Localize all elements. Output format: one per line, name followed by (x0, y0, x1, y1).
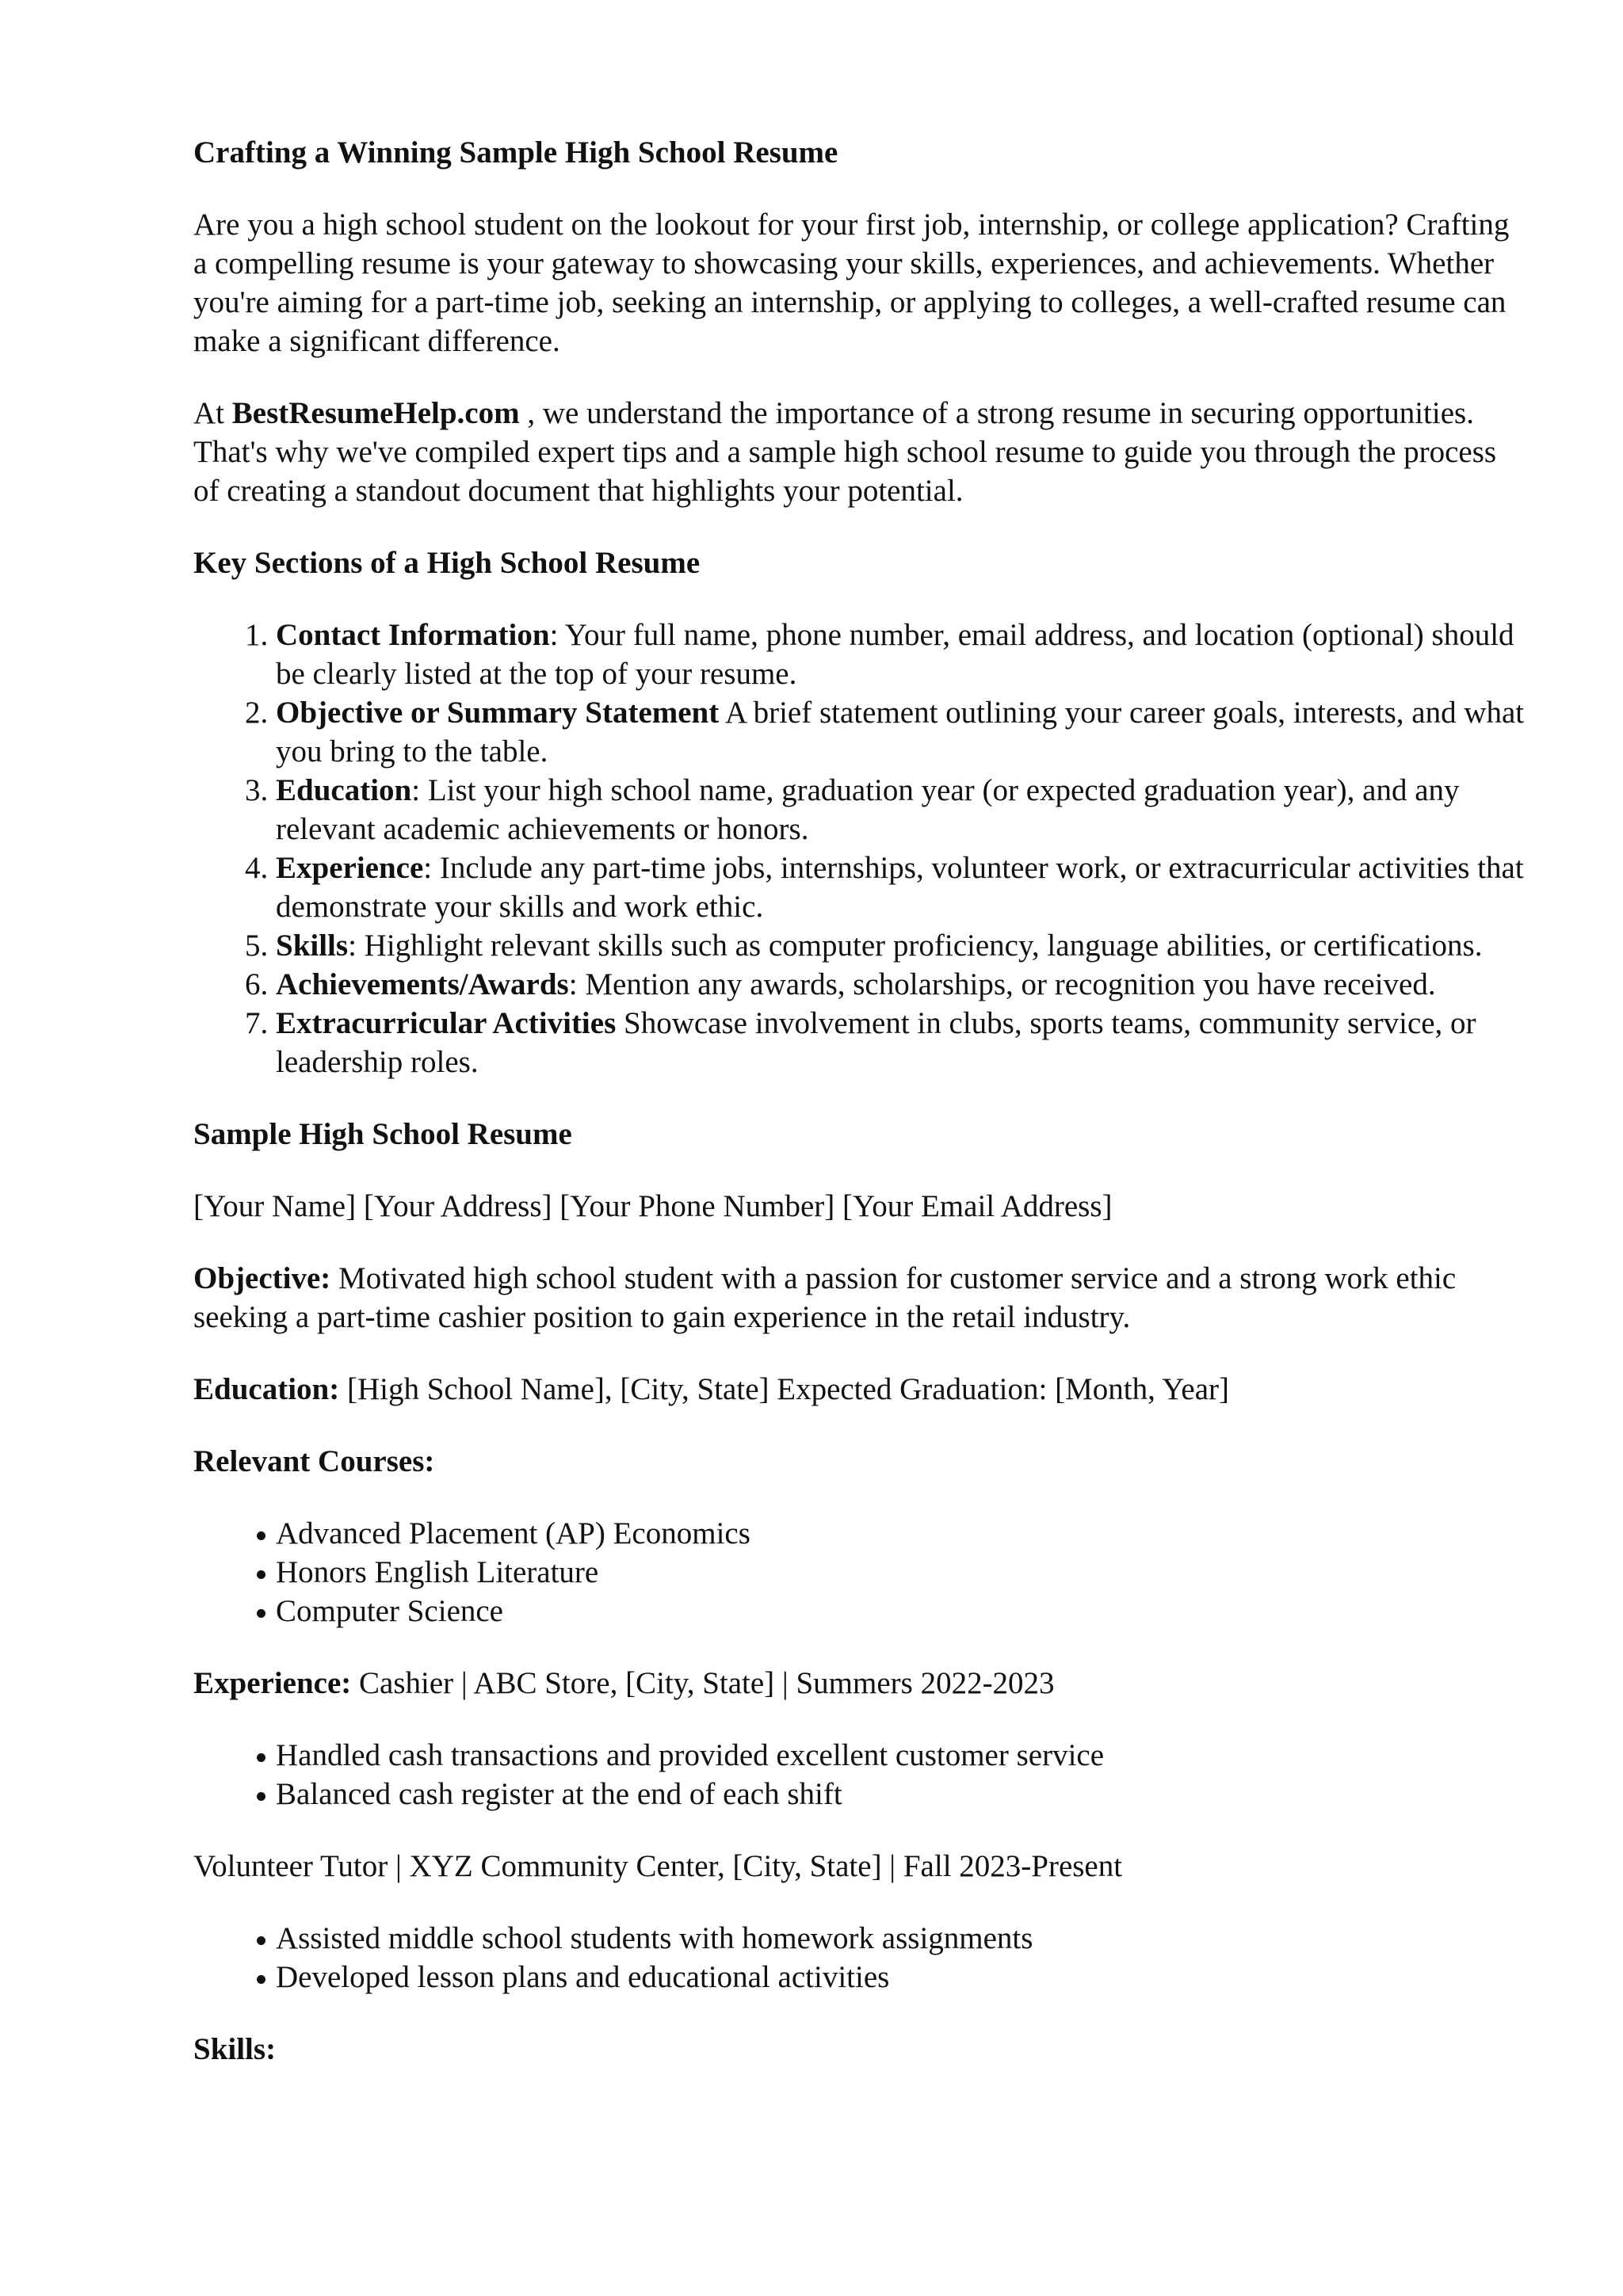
section-text: Include any part-time jobs, internships, volunteer work, or extracurricular activities that demonstrate your skills and work ethic. (276, 851, 1524, 924)
section-term: Education (276, 773, 412, 807)
list-item (276, 849, 1525, 926)
brand-prefix: At (193, 396, 232, 430)
list-item (276, 771, 1525, 849)
brand-paragraph (193, 394, 1525, 510)
list-item (255, 1592, 1525, 1630)
relevant-courses-heading: Relevant Courses: (193, 1444, 435, 1478)
bullet-icon (257, 1936, 265, 1945)
duty-text: Developed lesson plans and educational activities (276, 1960, 890, 1994)
section-term: Extracurricular Activities (276, 1006, 617, 1040)
list-item (255, 1553, 1525, 1592)
section-text: List your high school name, graduation year (or expected graduation year), and any relevant academic achievements or honors. (276, 773, 1460, 846)
section-text: Highlight relevant skills such as computer proficiency, language abilities, or certifications. (356, 929, 1483, 963)
section-term: Skills (276, 929, 349, 963)
section-sep: : (348, 929, 357, 963)
list-item (255, 1919, 1525, 1958)
contact-line: [Your Name] [Your Address] [Your Phone Number] [Your Email Address] (193, 1189, 1113, 1223)
section-sep: : (423, 851, 433, 885)
bullet-icon (257, 1609, 265, 1618)
course-text: Advanced Placement (AP) Economics (276, 1516, 750, 1550)
skills-heading: Skills: (193, 2032, 277, 2066)
education-text: [High School Name], [City, State] Expected Graduation: [Month, Year] (339, 1372, 1230, 1406)
objective-label: Objective: (193, 1261, 331, 1295)
list-item (255, 1736, 1525, 1775)
section-sep: : (568, 967, 578, 1001)
objective-paragraph (193, 1259, 1525, 1337)
key-sections-heading: Key Sections of a High School Resume (193, 546, 701, 580)
course-text: Computer Science (276, 1594, 503, 1628)
education-label: Education: (193, 1372, 340, 1406)
list-item (276, 616, 1525, 693)
duty-text: Handled cash transactions and provided excellent customer service (276, 1738, 1105, 1772)
brand-name: BestResumeHelp.com (231, 396, 520, 430)
section-term: Contact Information (276, 618, 550, 652)
section-term: Achievements/Awards (276, 967, 569, 1001)
courses-list (193, 1514, 1525, 1630)
bullet-icon (257, 1792, 265, 1801)
intro-paragraph: Are you a high school student on the lookout for your first job, internship, or college application? Crafting a compelling resume is your gateway to showcasing your skills, experiences, and achievements. Whether you're aiming for a part-time job, seeking an internship, or applying to colleges, a well-crafted resume can make a significant difference. (193, 208, 1510, 358)
bullet-icon (257, 1753, 265, 1762)
objective-text: Motivated high school student with a passion for customer service and a strong work ethic seeking a part-time cashier position to gain experience in the retail industry. (193, 1261, 1457, 1334)
section-term: Experience (276, 851, 424, 885)
bullet-icon (257, 1531, 265, 1540)
experience-text: Cashier | ABC Store, [City, State] | Summers 2022-2023 (351, 1666, 1055, 1700)
list-item (255, 1958, 1525, 1997)
list-item (276, 965, 1525, 1004)
course-text: Honors English Literature (276, 1555, 599, 1589)
experience-paragraph (193, 1664, 1525, 1703)
list-item (255, 1775, 1525, 1814)
section-text: Mention any awards, scholarships, or recognition you have received. (577, 967, 1436, 1001)
list-item (255, 1514, 1525, 1553)
education-paragraph (193, 1370, 1525, 1409)
tutor-duties-list (193, 1919, 1525, 1997)
section-text: Showcase involvement in clubs, sports teams, community service, or leadership roles. (276, 1006, 1476, 1079)
document-page (193, 133, 1525, 2102)
duty-text: Assisted middle school students with homework assignments (276, 1921, 1033, 1955)
experience-label: Experience: (193, 1666, 352, 1700)
brand-paragraph-text: , we understand the importance of a strong resume in securing opportunities. That's why we've compiled expert tips and a sample high school resume to guide you through the process of creating a standout document that highlights your potential. (193, 396, 1497, 508)
section-term: Objective or Summary Statement (276, 696, 720, 730)
list-item (276, 693, 1525, 771)
duty-text: Balanced cash register at the end of each shift (276, 1777, 842, 1811)
section-sep: : (549, 618, 559, 652)
sample-resume-heading: Sample High School Resume (193, 1117, 572, 1151)
document-title: Crafting a Winning Sample High School Resume (193, 135, 838, 170)
key-sections-list (193, 616, 1525, 1081)
list-item (276, 1004, 1525, 1081)
section-sep: : (411, 773, 421, 807)
volunteer-line: Volunteer Tutor | XYZ Community Center, [City, State] | Fall 2023-Present (193, 1849, 1123, 1883)
section-text: Your full name, phone number, email address, and location (optional) should be clearly listed at the top of your resume. (276, 618, 1514, 691)
bullet-icon (257, 1975, 265, 1984)
cashier-duties-list (193, 1736, 1525, 1814)
list-item (276, 926, 1525, 965)
section-text: A brief statement outlining your career goals, interests, and what you bring to the table. (276, 696, 1525, 769)
bullet-icon (257, 1570, 265, 1579)
